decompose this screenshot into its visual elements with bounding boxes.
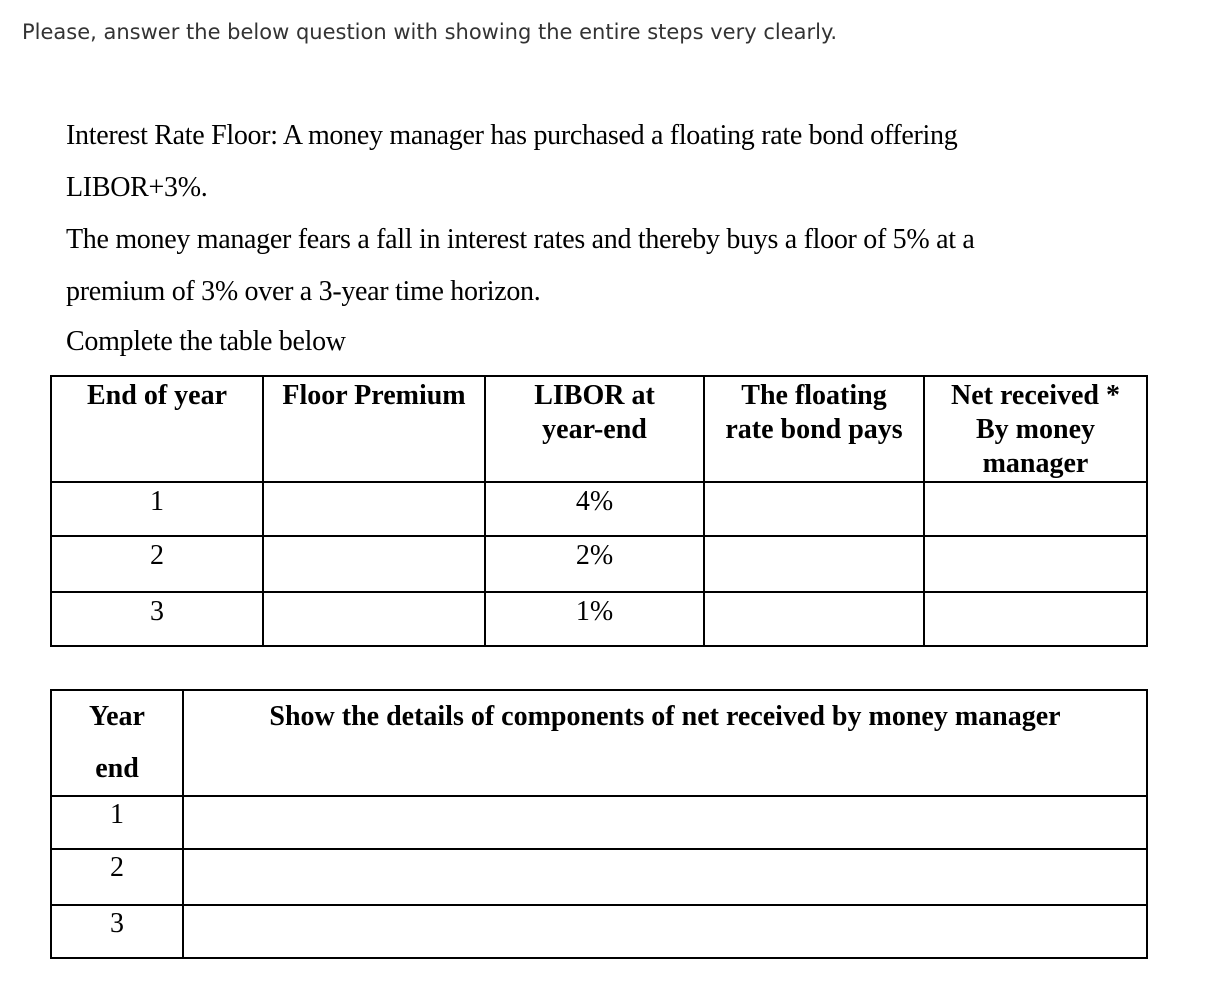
question-line-2: LIBOR+3%. xyxy=(66,172,208,203)
floor-table-header-row xyxy=(51,376,1147,482)
libor-cell: 1% xyxy=(485,592,704,646)
bond-cell xyxy=(704,536,924,592)
net-cell xyxy=(924,482,1147,536)
details-cell xyxy=(183,849,1147,905)
libor-cell: 2% xyxy=(485,536,704,592)
table-row xyxy=(51,536,1147,592)
intro-text: Please, answer the below question with showing the entire steps very clearly. xyxy=(22,20,838,44)
header-bond-pays: The floating rate bond pays xyxy=(704,376,924,482)
floor-table xyxy=(50,375,1148,647)
year-cell: 2 xyxy=(51,536,263,592)
question-line-1: Interest Rate Floor: A money manager has purchased a floating rate bond offering xyxy=(66,120,958,151)
table-row xyxy=(51,796,1147,849)
year-cell: 1 xyxy=(51,796,183,849)
libor-cell: 4% xyxy=(485,482,704,536)
details-cell xyxy=(183,796,1147,849)
details-cell xyxy=(183,905,1147,958)
header-net-received: Net received * By money manager xyxy=(924,376,1147,482)
premium-cell xyxy=(263,592,485,646)
table-row xyxy=(51,592,1147,646)
bond-cell xyxy=(704,482,924,536)
header-year-end: Year end xyxy=(51,690,183,796)
bond-cell xyxy=(704,592,924,646)
table-row xyxy=(51,482,1147,536)
year-cell: 1 xyxy=(51,482,263,536)
net-cell xyxy=(924,592,1147,646)
premium-cell xyxy=(263,536,485,592)
question-line-3: The money manager fears a fall in interest rates and thereby buys a floor of 5% at a xyxy=(66,224,975,255)
header-floor-premium: Floor Premium xyxy=(263,376,485,482)
question-line-4: premium of 3% over a 3-year time horizon. xyxy=(66,276,541,307)
details-table xyxy=(50,689,1148,959)
year-cell: 2 xyxy=(51,849,183,905)
header-details: Show the details of components of net received by money manager xyxy=(183,690,1147,796)
table-row xyxy=(51,905,1147,958)
details-table-header-row xyxy=(51,690,1147,796)
premium-cell xyxy=(263,482,485,536)
question-line-5: Complete the table below xyxy=(66,326,346,357)
table-row xyxy=(51,849,1147,905)
net-cell xyxy=(924,536,1147,592)
year-cell: 3 xyxy=(51,905,183,958)
header-end-of-year: End of year xyxy=(51,376,263,482)
year-cell: 3 xyxy=(51,592,263,646)
header-libor: LIBOR at year-end xyxy=(485,376,704,482)
